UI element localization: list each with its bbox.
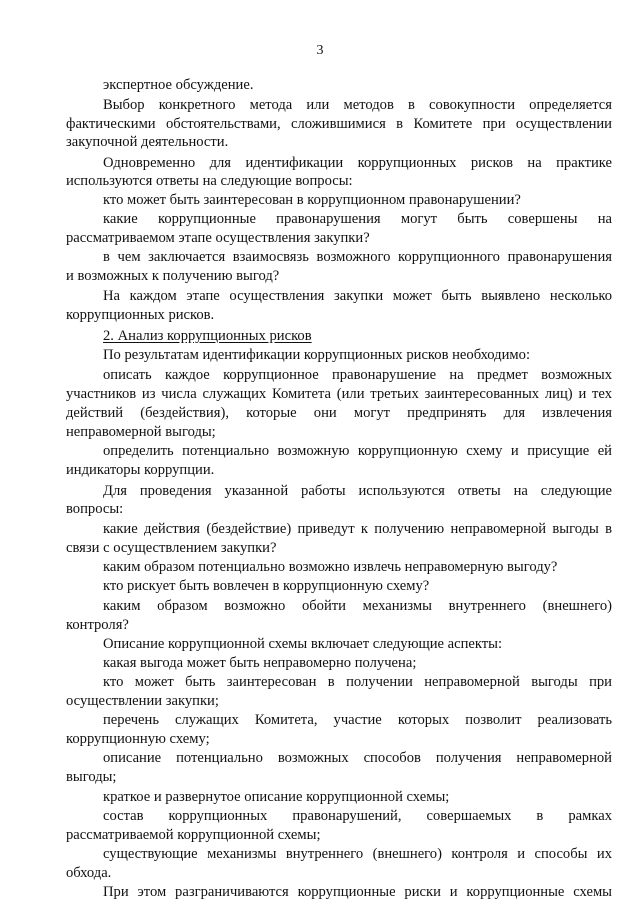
text-line: контроля? (66, 617, 129, 633)
text-line: состав коррупционных правонарушений, совершаемых в рамках (103, 808, 612, 824)
section-heading: 2. Анализ коррупционных рисков (103, 328, 312, 344)
text-line: кто может быть заинтересован в коррупционном правонарушении? (103, 192, 521, 208)
text-line: в чем заключается взаимосвязь возможного коррупционного правонарушения (103, 249, 612, 265)
text-line: осуществлении закупки; (66, 693, 219, 709)
text-line: связи с осуществлением закупки? (66, 540, 277, 556)
text-line: неправомерной выгоды; (66, 424, 216, 440)
text-line: описать каждое коррупционное правонарушение на предмет возможных (103, 367, 612, 383)
text-line: закупочной деятельности. (66, 134, 229, 150)
text-line: какие действия (бездействие) приведут к получению неправомерной выгоды в (103, 521, 612, 537)
text-line: определить потенциально возможную коррупционную схему и присущие ей (103, 443, 612, 459)
text-line: какие коррупционные правонарушения могут быть совершены на (103, 211, 612, 227)
text-line: перечень служащих Комитета, участие которых позволит реализовать (103, 712, 612, 728)
text-line: участников из числа служащих Комитета (или третьих заинтересованных лиц) и тех (66, 386, 612, 402)
text-line: коррупционных рисков. (66, 307, 215, 323)
text-line: какая выгода может быть неправомерно получена; (103, 655, 417, 671)
text-line: При этом разграничиваются коррупционные риски и коррупционные схемы (103, 884, 612, 900)
text-line: каким образом потенциально возможно извлечь неправомерную выгоду? (103, 559, 558, 575)
text-line: существующие механизмы внутреннего (внешнего) контроля и способы их (103, 846, 612, 862)
text-line: обхода. (66, 865, 112, 881)
text-line: На каждом этапе осуществления закупки может быть выявлено несколько (103, 288, 612, 304)
text-line: рассматриваемой коррупционной схемы; (66, 827, 321, 843)
text-line: выгоды; (66, 769, 117, 785)
page-number: 3 (316, 43, 324, 58)
text-line: Выбор конкретного метода или методов в совокупности определяется (103, 97, 612, 113)
text-line: коррупционную схему; (66, 731, 210, 747)
text-line: кто рискует быть вовлечен в коррупционную схему? (103, 578, 430, 594)
text-line: Для проведения указанной работы используются ответы на следующие (103, 483, 612, 499)
text-line: фактическими обстоятельствами, сложившимися в Комитете при осуществлении (66, 116, 612, 132)
text-line: используются ответы на следующие вопросы: (66, 173, 353, 189)
text-line: описание потенциально возможных способов получения неправомерной (103, 750, 612, 766)
text-line: кто может быть заинтересован в получении неправомерной выгоды при (103, 674, 612, 690)
text-line: краткое и развернутое описание коррупционной схемы; (103, 789, 450, 805)
text-line: действий (бездействия), которые они могут предпринять для извлечения (66, 405, 612, 421)
text-line: экспертное обсуждение. (103, 77, 254, 93)
text-line: и возможных к получению выгод? (66, 268, 280, 284)
text-line: индикаторы коррупции. (66, 462, 215, 478)
text-line: Одновременно для идентификации коррупционных рисков на практике (103, 155, 612, 171)
text-line: рассматриваемом этапе осуществления закупки? (66, 230, 370, 246)
text-line: каким образом возможно обойти механизмы внутреннего (внешнего) (103, 598, 612, 614)
text-line: По результатам идентификации коррупционных рисков необходимо: (103, 347, 531, 363)
text-line: Описание коррупционной схемы включает следующие аспекты: (103, 636, 503, 652)
text-line: вопросы: (66, 501, 124, 517)
